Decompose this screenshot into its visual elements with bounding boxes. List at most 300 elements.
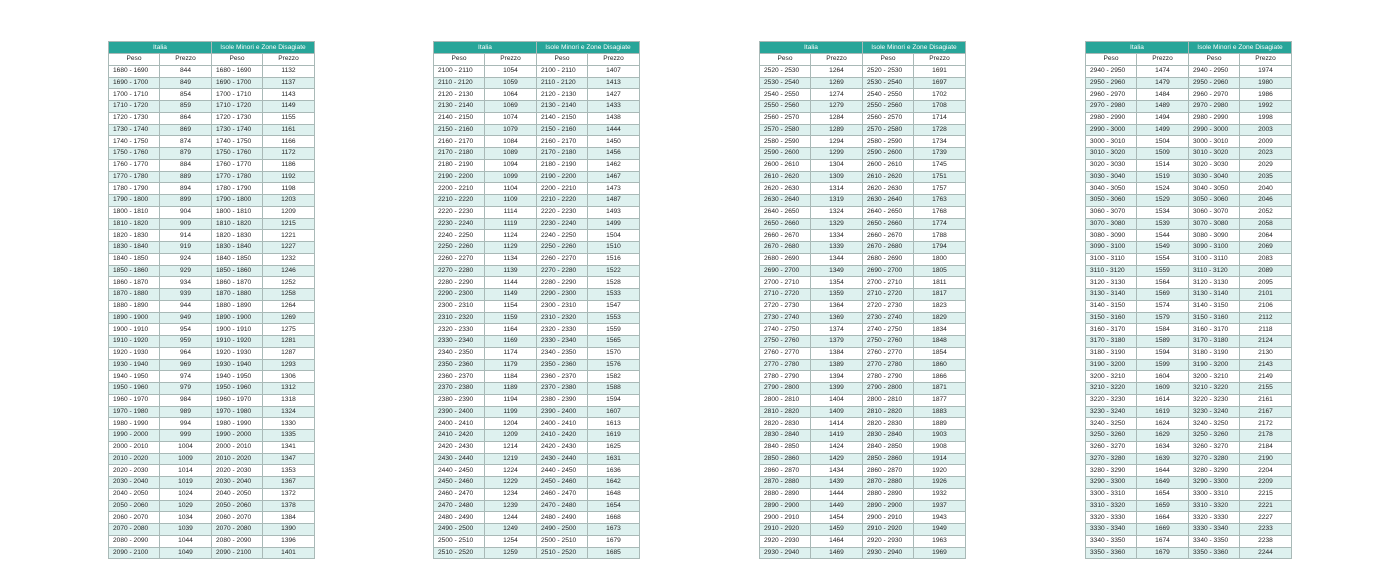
group-header-isole: Isole Minori e Zone Disagiate [1189, 42, 1292, 54]
price-cell: 1570 [588, 347, 640, 359]
column-header-prezzo: Prezzo [1137, 54, 1189, 66]
price-cell: 1811 [914, 277, 966, 289]
price-cell: 1649 [1137, 477, 1189, 489]
price-cell: 1788 [914, 230, 966, 242]
table-row [109, 441, 315, 453]
table-row [1086, 418, 1292, 430]
price-cell: 1664 [1137, 512, 1189, 524]
weight-range-cell: 2600 - 2610 [863, 159, 914, 171]
price-cell: 889 [160, 171, 212, 183]
price-cell: 1354 [811, 277, 863, 289]
price-cell: 1054 [485, 65, 537, 77]
price-cell: 1751 [914, 171, 966, 183]
weight-range-cell: 3120 - 3130 [1086, 277, 1137, 289]
weight-range-cell: 3320 - 3330 [1086, 512, 1137, 524]
table-row [1086, 124, 1292, 136]
weight-range-cell: 2740 - 2750 [863, 324, 914, 336]
price-cell: 1074 [485, 112, 537, 124]
weight-range-cell: 2970 - 2980 [1189, 101, 1240, 113]
price-cell: 1132 [263, 65, 315, 77]
price-cell: 1529 [1137, 195, 1189, 207]
weight-range-cell: 2940 - 2950 [1189, 65, 1240, 77]
weight-range-cell: 3180 - 3190 [1189, 347, 1240, 359]
price-cell: 1554 [1137, 253, 1189, 265]
price-cell: 869 [160, 124, 212, 136]
table-row [760, 336, 966, 348]
price-cell: 1514 [1137, 159, 1189, 171]
weight-range-cell: 2710 - 2720 [863, 289, 914, 301]
price-cell: 1937 [914, 500, 966, 512]
weight-range-cell: 2120 - 2130 [434, 89, 485, 101]
table-row [1086, 206, 1292, 218]
weight-range-cell: 2790 - 2800 [863, 383, 914, 395]
weight-range-cell: 1730 - 1740 [212, 124, 263, 136]
weight-range-cell: 1870 - 1880 [212, 289, 263, 301]
price-cell: 1757 [914, 183, 966, 195]
price-cell: 2118 [1240, 324, 1292, 336]
table-row [1086, 148, 1292, 160]
weight-range-cell: 2660 - 2670 [863, 230, 914, 242]
weight-range-cell: 1920 - 1930 [109, 347, 160, 359]
table-row [1086, 488, 1292, 500]
price-cell: 1702 [914, 89, 966, 101]
weight-range-cell: 3250 - 3260 [1189, 430, 1240, 442]
column-header-row [434, 54, 640, 66]
table-row [434, 242, 640, 254]
price-cell: 984 [160, 394, 212, 406]
price-cell: 1114 [485, 206, 537, 218]
price-table-3 [759, 41, 966, 559]
price-cell: 1509 [1137, 148, 1189, 160]
weight-range-cell: 2420 - 2430 [434, 441, 485, 453]
price-cell: 1344 [811, 253, 863, 265]
column-header-prezzo: Prezzo [160, 54, 212, 66]
weight-range-cell: 2910 - 2920 [760, 524, 811, 536]
table-row [434, 183, 640, 195]
weight-range-cell: 1970 - 1980 [109, 406, 160, 418]
price-cell: 1998 [1240, 112, 1292, 124]
weight-range-cell: 2870 - 2880 [760, 477, 811, 489]
price-cell: 1639 [1137, 453, 1189, 465]
price-cell: 1309 [811, 171, 863, 183]
weight-range-cell: 2100 - 2110 [537, 65, 588, 77]
price-cell: 1679 [1137, 547, 1189, 559]
price-cell: 1219 [485, 453, 537, 465]
weight-range-cell: 2520 - 2530 [760, 65, 811, 77]
weight-range-cell: 1980 - 1990 [109, 418, 160, 430]
table-row [434, 371, 640, 383]
table-row [760, 230, 966, 242]
weight-range-cell: 2820 - 2830 [863, 418, 914, 430]
price-cell: 1604 [1137, 371, 1189, 383]
table-row [434, 136, 640, 148]
table-row [1086, 136, 1292, 148]
column-header-prezzo: Prezzo [485, 54, 537, 66]
price-cell: 1576 [588, 359, 640, 371]
price-cell: 919 [160, 242, 212, 254]
price-cell: 1004 [160, 441, 212, 453]
weight-range-cell: 3140 - 3150 [1189, 300, 1240, 312]
price-cell: 1519 [1137, 171, 1189, 183]
price-cell: 1489 [1137, 101, 1189, 113]
price-cell: 1685 [588, 547, 640, 559]
price-cell: 2244 [1240, 547, 1292, 559]
weight-range-cell: 2830 - 2840 [863, 430, 914, 442]
weight-range-cell: 3110 - 3120 [1189, 265, 1240, 277]
weight-range-cell: 1820 - 1830 [212, 230, 263, 242]
table-row [434, 500, 640, 512]
table-row [434, 253, 640, 265]
weight-range-cell: 2150 - 2160 [434, 124, 485, 136]
weight-range-cell: 2590 - 2600 [863, 148, 914, 160]
weight-range-cell: 2260 - 2270 [537, 253, 588, 265]
weight-range-cell: 2800 - 2810 [760, 394, 811, 406]
price-cell: 1974 [1240, 65, 1292, 77]
weight-range-cell: 2730 - 2740 [760, 312, 811, 324]
weight-range-cell: 1940 - 1950 [109, 371, 160, 383]
price-cell: 1614 [1137, 394, 1189, 406]
table-row [109, 430, 315, 442]
weight-range-cell: 2910 - 2920 [863, 524, 914, 536]
price-cell: 1304 [811, 159, 863, 171]
table-row [1086, 112, 1292, 124]
weight-range-cell: 2360 - 2370 [434, 371, 485, 383]
table-row [434, 89, 640, 101]
price-cell: 1768 [914, 206, 966, 218]
weight-range-cell: 1940 - 1950 [212, 371, 263, 383]
weight-range-cell: 2760 - 2770 [863, 347, 914, 359]
price-cell: 1330 [263, 418, 315, 430]
weight-range-cell: 2280 - 2290 [434, 277, 485, 289]
price-cell: 1209 [485, 430, 537, 442]
price-cell: 949 [160, 312, 212, 324]
weight-range-cell: 2880 - 2890 [760, 488, 811, 500]
price-cell: 1674 [1137, 535, 1189, 547]
weight-range-cell: 2620 - 2630 [760, 183, 811, 195]
price-cell: 1533 [588, 289, 640, 301]
price-cell: 1877 [914, 394, 966, 406]
table-row [434, 206, 640, 218]
price-cell: 1669 [1137, 524, 1189, 536]
weight-range-cell: 1690 - 1700 [212, 77, 263, 89]
weight-range-cell: 3220 - 3230 [1086, 394, 1137, 406]
weight-range-cell: 1710 - 1720 [212, 101, 263, 113]
group-header-italia: Italia [1086, 42, 1189, 54]
price-cell: 2149 [1240, 371, 1292, 383]
weight-range-cell: 2260 - 2270 [434, 253, 485, 265]
weight-range-cell: 2530 - 2540 [863, 77, 914, 89]
price-cell: 1172 [263, 148, 315, 160]
price-cell: 1364 [811, 300, 863, 312]
price-cell: 999 [160, 430, 212, 442]
table-row [760, 418, 966, 430]
price-cell: 1396 [263, 535, 315, 547]
price-cell: 1227 [263, 242, 315, 254]
weight-range-cell: 2340 - 2350 [537, 347, 588, 359]
price-cell: 1582 [588, 371, 640, 383]
weight-range-cell: 3270 - 3280 [1189, 453, 1240, 465]
price-cell: 1908 [914, 441, 966, 453]
weight-range-cell: 3010 - 3020 [1086, 148, 1137, 160]
weight-range-cell: 3250 - 3260 [1086, 430, 1137, 442]
price-cell: 1154 [485, 300, 537, 312]
weight-range-cell: 1820 - 1830 [109, 230, 160, 242]
weight-range-cell: 2600 - 2610 [760, 159, 811, 171]
price-cell: 1986 [1240, 89, 1292, 101]
weight-range-cell: 3080 - 3090 [1086, 230, 1137, 242]
weight-range-cell: 2650 - 2660 [760, 218, 811, 230]
price-cell: 1394 [811, 371, 863, 383]
price-cell: 859 [160, 101, 212, 113]
price-cell: 1089 [485, 148, 537, 160]
weight-range-cell: 2300 - 2310 [537, 300, 588, 312]
weight-range-cell: 1830 - 1840 [212, 242, 263, 254]
weight-range-cell: 3160 - 3170 [1086, 324, 1137, 336]
weight-range-cell: 2410 - 2420 [434, 430, 485, 442]
weight-range-cell: 2200 - 2210 [434, 183, 485, 195]
weight-range-cell: 2380 - 2390 [434, 394, 485, 406]
table-row [760, 159, 966, 171]
weight-range-cell: 1770 - 1780 [109, 171, 160, 183]
table-row [760, 206, 966, 218]
weight-range-cell: 2770 - 2780 [863, 359, 914, 371]
table-row [760, 77, 966, 89]
table-row [760, 524, 966, 536]
table-row [760, 253, 966, 265]
table-row [760, 171, 966, 183]
price-cell: 1192 [263, 171, 315, 183]
table-row [1086, 289, 1292, 301]
price-cell: 2209 [1240, 477, 1292, 489]
weight-range-cell: 2930 - 2940 [760, 547, 811, 559]
weight-range-cell: 2330 - 2340 [537, 336, 588, 348]
weight-range-cell: 2630 - 2640 [863, 195, 914, 207]
table-row [760, 265, 966, 277]
weight-range-cell: 2040 - 2050 [109, 488, 160, 500]
price-cell: 1456 [588, 148, 640, 160]
weight-range-cell: 2850 - 2860 [863, 453, 914, 465]
table-row [760, 183, 966, 195]
weight-range-cell: 2120 - 2130 [537, 89, 588, 101]
weight-range-cell: 1810 - 1820 [212, 218, 263, 230]
weight-range-cell: 1800 - 1810 [212, 206, 263, 218]
weight-range-cell: 2570 - 2580 [863, 124, 914, 136]
price-cell: 2083 [1240, 253, 1292, 265]
table-row [1086, 195, 1292, 207]
weight-range-cell: 3240 - 3250 [1189, 418, 1240, 430]
weight-range-cell: 3070 - 3080 [1189, 218, 1240, 230]
price-cell: 1335 [263, 430, 315, 442]
weight-range-cell: 3340 - 3350 [1086, 535, 1137, 547]
weight-range-cell: 2060 - 2070 [212, 512, 263, 524]
price-cell: 1654 [1137, 488, 1189, 500]
weight-range-cell: 2450 - 2460 [537, 477, 588, 489]
table-row [109, 159, 315, 171]
price-cell: 874 [160, 136, 212, 148]
table-row [109, 453, 315, 465]
price-cell: 1312 [263, 383, 315, 395]
weight-range-cell: 2650 - 2660 [863, 218, 914, 230]
weight-range-cell: 2070 - 2080 [212, 524, 263, 536]
weight-range-cell: 3030 - 3040 [1189, 171, 1240, 183]
table-row [109, 183, 315, 195]
weight-range-cell: 2560 - 2570 [863, 112, 914, 124]
table-row [434, 547, 640, 559]
price-cell: 1574 [1137, 300, 1189, 312]
weight-range-cell: 3060 - 3070 [1086, 206, 1137, 218]
table-row [760, 242, 966, 254]
table-row [760, 465, 966, 477]
price-cell: 1992 [1240, 101, 1292, 113]
price-cell: 2167 [1240, 406, 1292, 418]
price-cell: 1079 [485, 124, 537, 136]
price-cell: 1499 [1137, 124, 1189, 136]
weight-range-cell: 3290 - 3300 [1189, 477, 1240, 489]
price-cell: 1104 [485, 183, 537, 195]
price-cell: 1139 [485, 265, 537, 277]
price-cell: 1493 [588, 206, 640, 218]
table-row [760, 218, 966, 230]
price-cell: 1287 [263, 347, 315, 359]
column-header-peso: Peso [109, 54, 160, 66]
weight-range-cell: 2490 - 2500 [434, 524, 485, 536]
table-row [434, 383, 640, 395]
price-cell: 939 [160, 289, 212, 301]
weight-range-cell: 3030 - 3040 [1086, 171, 1137, 183]
weight-range-cell: 2590 - 2600 [760, 148, 811, 160]
price-cell: 1544 [1137, 230, 1189, 242]
group-header-row [760, 42, 966, 54]
price-cell: 1034 [160, 512, 212, 524]
weight-range-cell: 2500 - 2510 [434, 535, 485, 547]
weight-range-cell: 3020 - 3030 [1086, 159, 1137, 171]
price-cell: 1204 [485, 418, 537, 430]
table-row [1086, 371, 1292, 383]
weight-range-cell: 2400 - 2410 [434, 418, 485, 430]
weight-range-cell: 2830 - 2840 [760, 430, 811, 442]
weight-range-cell: 3090 - 3100 [1189, 242, 1240, 254]
price-cell: 2112 [1240, 312, 1292, 324]
table-row [434, 289, 640, 301]
table-row [434, 312, 640, 324]
price-cell: 1454 [811, 512, 863, 524]
weight-range-cell: 2090 - 2100 [109, 547, 160, 559]
table-row [109, 359, 315, 371]
price-cell: 1407 [588, 65, 640, 77]
weight-range-cell: 2410 - 2420 [537, 430, 588, 442]
table-row [434, 265, 640, 277]
weight-range-cell: 2310 - 2320 [434, 312, 485, 324]
price-cell: 1401 [263, 547, 315, 559]
price-cell: 1943 [914, 512, 966, 524]
price-cell: 1524 [1137, 183, 1189, 195]
price-cell: 1249 [485, 524, 537, 536]
weight-range-cell: 3000 - 3010 [1086, 136, 1137, 148]
price-cell: 1584 [1137, 324, 1189, 336]
table-row [1086, 101, 1292, 113]
price-cell: 899 [160, 195, 212, 207]
price-cell: 1289 [811, 124, 863, 136]
price-cell: 1565 [588, 336, 640, 348]
price-cell: 1246 [263, 265, 315, 277]
table-row [109, 206, 315, 218]
weight-range-cell: 1890 - 1900 [109, 312, 160, 324]
weight-range-cell: 2940 - 2950 [1086, 65, 1137, 77]
weight-range-cell: 1740 - 1750 [212, 136, 263, 148]
price-cell: 1516 [588, 253, 640, 265]
price-cell: 1341 [263, 441, 315, 453]
price-cell: 1029 [160, 500, 212, 512]
weight-range-cell: 2700 - 2710 [863, 277, 914, 289]
weight-range-cell: 2240 - 2250 [537, 230, 588, 242]
price-cell: 1203 [263, 195, 315, 207]
table-row [434, 441, 640, 453]
table-row [434, 512, 640, 524]
price-cell: 1607 [588, 406, 640, 418]
price-cell: 1697 [914, 77, 966, 89]
price-cell: 1679 [588, 535, 640, 547]
weight-range-cell: 3170 - 3180 [1086, 336, 1137, 348]
table-row [1086, 230, 1292, 242]
table-row [760, 347, 966, 359]
price-cell: 1903 [914, 430, 966, 442]
price-cell: 1659 [1137, 500, 1189, 512]
column-header-peso: Peso [1189, 54, 1240, 66]
price-cell: 1164 [485, 324, 537, 336]
weight-range-cell: 2170 - 2180 [434, 148, 485, 160]
price-cell: 1324 [263, 406, 315, 418]
weight-range-cell: 1930 - 1940 [109, 359, 160, 371]
table-row [1086, 453, 1292, 465]
weight-range-cell: 3180 - 3190 [1086, 347, 1137, 359]
price-cell: 1318 [263, 394, 315, 406]
table-row [434, 477, 640, 489]
table-row [1086, 300, 1292, 312]
price-cell: 1044 [160, 535, 212, 547]
weight-range-cell: 2400 - 2410 [537, 418, 588, 430]
weight-range-cell: 2640 - 2650 [760, 206, 811, 218]
weight-range-cell: 2160 - 2170 [434, 136, 485, 148]
price-cell: 1221 [263, 230, 315, 242]
weight-range-cell: 2890 - 2900 [863, 500, 914, 512]
table-row [434, 359, 640, 371]
table-row [1086, 441, 1292, 453]
weight-range-cell: 2460 - 2470 [434, 488, 485, 500]
weight-range-cell: 1840 - 1850 [109, 253, 160, 265]
group-header-row [434, 42, 640, 54]
table-row [1086, 359, 1292, 371]
table-row [109, 535, 315, 547]
weight-range-cell: 2800 - 2810 [863, 394, 914, 406]
price-cell: 1279 [811, 101, 863, 113]
table-row [434, 159, 640, 171]
column-header-row [760, 54, 966, 66]
weight-range-cell: 3300 - 3310 [1086, 488, 1137, 500]
price-cell: 1024 [160, 488, 212, 500]
price-cell: 1149 [485, 289, 537, 301]
table-row [434, 218, 640, 230]
price-cell: 1069 [485, 101, 537, 113]
price-cell: 1039 [160, 524, 212, 536]
weight-range-cell: 3070 - 3080 [1086, 218, 1137, 230]
group-header-italia: Italia [434, 42, 537, 54]
weight-range-cell: 2560 - 2570 [760, 112, 811, 124]
weight-range-cell: 3310 - 3320 [1086, 500, 1137, 512]
weight-range-cell: 1710 - 1720 [109, 101, 160, 113]
group-header-isole: Isole Minori e Zone Disagiate [212, 42, 315, 54]
price-cell: 1229 [485, 477, 537, 489]
price-cell: 2190 [1240, 453, 1292, 465]
